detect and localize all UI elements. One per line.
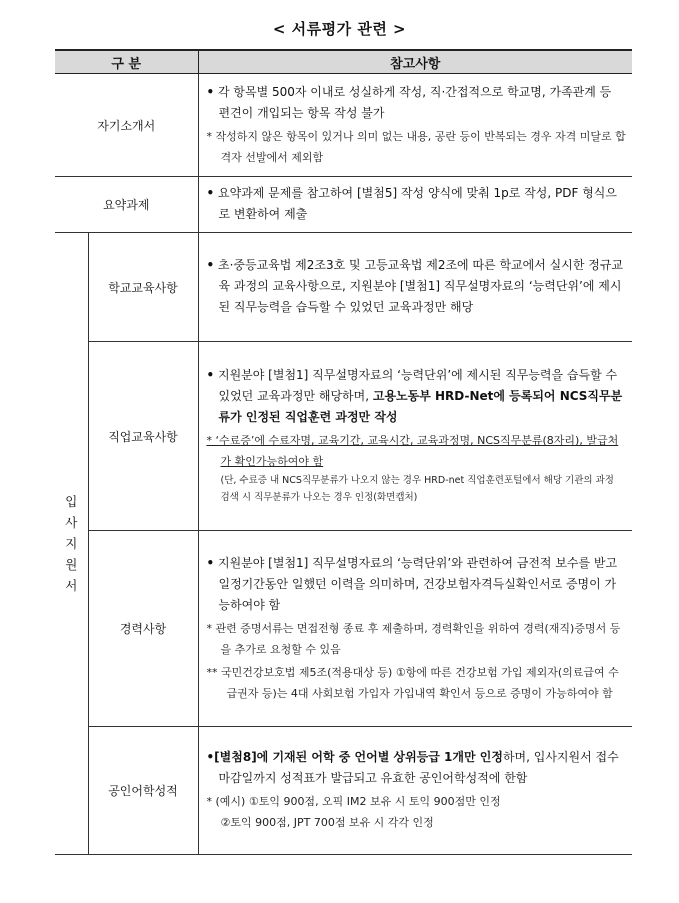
note-item: ** 국민건강보호법 제5조(적용대상 등) ①항에 따른 건강보험 가입 제외자(의료급여 수급권자 등)는 4대 사회보험 가입자 가입내역 확인서 등으로 증명이 가능하여야 함 [206, 665, 619, 700]
row-content-vocational-edu [198, 342, 632, 531]
row-label-career: 경력사항 [88, 531, 198, 727]
table-row-language [55, 727, 632, 855]
bullet-item: • 지원분야 [별첨1] 직무설명자료의 ‘능력단위’와 관련하여 금전적 보수를 받고 일정기간동안 일했던 이력을 의미하며, 건강보험자격득실확인서로 증명이 가능하여야 함 [206, 555, 618, 612]
header-category: 구 분 [55, 50, 198, 74]
page-title: < 서류평가 관련 > [272, 20, 407, 38]
row-label-school-edu: 학교교육사항 [88, 233, 198, 342]
note-item: * (예시) ①토익 900점, 오픽 IM2 보유 시 토익 900점만 인정 ②토익 900점, JPT 700점 보유 시 각각 인정 [206, 795, 501, 829]
bullet-item: •[별첨8]에 기재된 어학 중 언어별 상위등급 1개만 인정하며, 입사지원서 접수마감일까지 성적표가 발급되고 유효한 공인어학성적에 한함 [206, 750, 619, 785]
evaluation-table [55, 49, 632, 855]
row-content-career [198, 531, 632, 727]
bullet-item: • 초·중등교육법 제2조3호 및 고등교육법 제2조에 따른 학교에서 실시한 정규교육 과정의 교육사항으로, 지원분야 [별첨1] 직무설명자료의 ‘능력단위’에 제시된 직무능력을 습득할 수 있었던 교육과정만 해당 [206, 258, 623, 314]
table-header [55, 50, 632, 74]
row-label-summary-task: 요약과제 [55, 177, 198, 233]
header-notes: 참고사항 [198, 50, 632, 74]
row-label-vocational-edu: 직업교육사항 [88, 342, 198, 531]
sub-note: (단, 수료증 내 NCS직무분류가 나오지 않는 경우 HRD-net 직업훈련포털에서 해당 기관의 과정 검색 시 직무분류가 나오는 경우 인정(화면캡처) [220, 475, 614, 503]
row-content-language [198, 727, 632, 855]
table-row-self-intro [55, 74, 632, 177]
table-row-summary-task [55, 177, 632, 233]
table-row-vocational-edu [55, 342, 632, 531]
note-item: * 작성하지 않은 항목이 있거나 의미 없는 내용, 공란 등이 반복되는 경우 자격 미달로 합격자 선발에서 제외함 [206, 129, 626, 164]
table-row-career [55, 531, 632, 727]
row-label-language: 공인어학성적 [88, 727, 198, 855]
row-content-summary-task [198, 177, 632, 233]
bullet-item: • 각 항목별 500자 이내로 성실하게 작성, 직·간접적으로 학교명, 가족관계 등 편견이 개입되는 항목 작성 불가 [206, 84, 612, 120]
row-label-self-intro: 자기소개서 [55, 74, 198, 177]
note-item: * ‘수료증’에 수료자명, 교육기간, 교육시간, 교육과정명, NCS직무분류(8자리), 발급처가 확인가능하여야 함 [206, 434, 619, 468]
table-row-school-edu [55, 233, 632, 342]
bullet-item: • 요약과제 문제를 참고하여 [별첨5] 작성 양식에 맞춰 1p로 작성, PDF 형식으로 변환하여 제출 [206, 186, 617, 221]
note-item: * 관련 증명서류는 면접전형 종료 후 제출하며, 경력확인을 위하여 경력(재직)증명서 등을 추가로 요청할 수 있음 [206, 621, 621, 656]
row-content-school-edu [198, 233, 632, 342]
row-content-self-intro [198, 74, 632, 177]
group-label-application: 입 사 지 원 서 [55, 233, 88, 855]
bullet-item: • 지원분야 [별첨1] 직무설명자료의 ‘능력단위’에 제시된 직무능력을 습득할 수 있었던 교육과정만 해당하며, 고용노동부 HRD-Net에 등록되어 NCS직무분류가 인정된 직업훈련 과정만 작성 [206, 368, 623, 424]
